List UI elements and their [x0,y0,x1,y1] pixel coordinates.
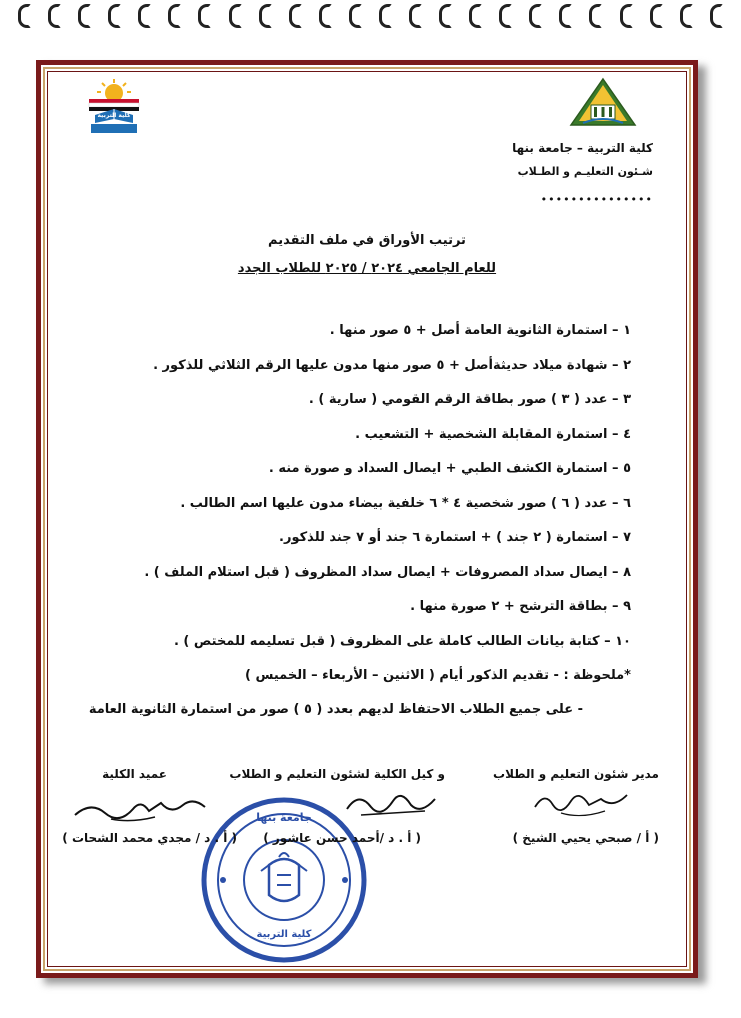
note-text: *ملحوظة : - تقديم الذكور أيام ( الاثنين – الأربعاء – الخميس ) [244,668,631,683]
list-item: ٢ – شهادة ميلاد حديثةأصل + ٥ صور منها مدون عليها الرقم الثلاثي للذكور . [153,357,631,373]
list-item: ٤ – استمارة المقابلة الشخصية + التشعيب . [355,426,631,442]
director-signature-icon [531,783,631,823]
header-dots: ••••••••••••••• [540,193,653,206]
director-name: ( أ / صبحي يحيي الشيخ ) [512,831,659,845]
college-name: كلية التربية – جامعة بنها [512,141,653,155]
department-name: شـئون التعليـم و الطـلاب [517,165,653,178]
list-item: ٣ – عدد ( ٣ ) صور بطاقة الرقم القومي ( سارية ) . [308,392,631,407]
list-item: ٦ – عدد ( ٦ ) صور شخصية ٤ * ٦ خلفية بيضاء مدون عليها اسم الطالب . [180,495,631,511]
document-subtitle: للعام الجامعي ٢٠٢٤ / ٢٠٢٥ للطلاب الجدد [237,261,497,276]
list-item: ٨ – ايصال سداد المصروفات + ايصال سداد المظروف ( قبل استلام الملف ) . [144,564,631,580]
note-secondary-text: - على جميع الطلاب الاحتفاظ لديهم بعدد ( ٥ ) صور من استمارة الثانوية العامة [88,702,583,717]
dean-title: عميد الكلية [102,767,167,781]
list-item: ٩ – بطاقة الترشح + ٢ صورة منها . [410,599,631,614]
dean-name: ( أ . د / مجدي محمد الشحات ) [62,831,237,845]
vice-dean-name: ( أ . د /أحمد حسن عاشور ) [263,831,421,845]
director-title: مدير شئون التعليم و الطلاب [493,767,659,781]
list-item: ٥ – استمارة الكشف الطبي + ايصال السداد و صورة منه . [268,461,631,476]
list-item: ١ – استمارة الثانوية العامة أصل + ٥ صور منها . [329,323,631,338]
vice-dean-signature-icon [341,781,441,825]
list-item: ٧ – استمارة ( ٢ جند ) + استمارة ٦ جند أو ٧ جند للذكور. [279,530,631,545]
seal-bottom-text: كلية التربية [256,929,312,940]
document-page [36,60,698,978]
logo-caption: كلية التربية [97,112,131,119]
document-title: ترتيب الأوراق في ملف التقديم [268,233,466,248]
vice-dean-title: و كيل الكلية لشئون التعليم و الطلاب [229,767,445,781]
dean-signature-icon [71,789,211,829]
faculty-logo-icon [83,79,145,135]
list-item: ١٠ – كتابة بيانات الطالب كاملة على المظروف ( قبل تسليمه للمختص ) . [173,633,631,649]
requirements-list [71,323,631,734]
spiral-binding [18,4,723,30]
seal-top-text: جامعة بنها [256,811,312,824]
university-logo-icon [569,77,637,129]
